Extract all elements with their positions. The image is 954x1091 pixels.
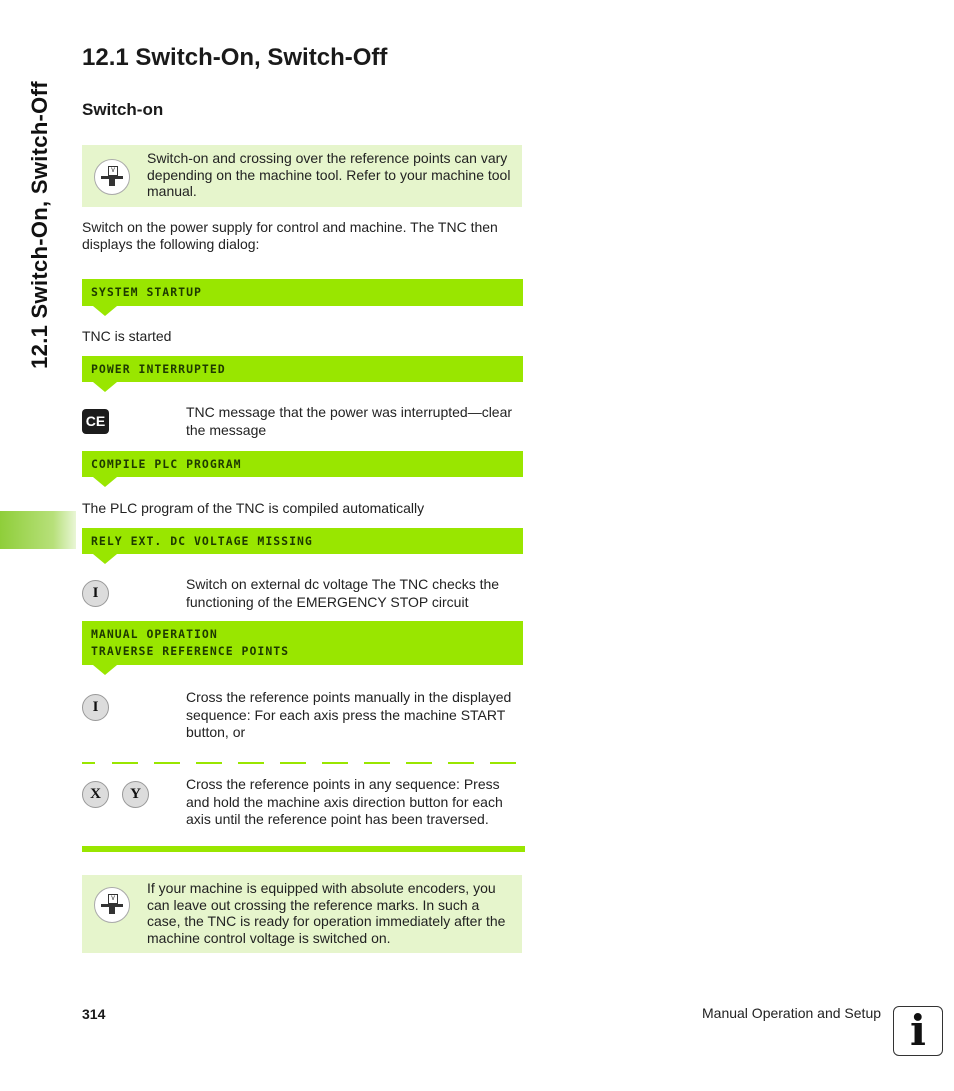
- info-icon: [893, 1006, 943, 1056]
- any-sequence-step-text: Cross the reference points in any sequence: Press and hold the machine axis direction button for each axis until the reference point has been traversed.: [186, 776, 503, 827]
- tnc-started-text: TNC is started: [82, 328, 172, 344]
- dialog-manual-operation: [82, 621, 523, 665]
- dash-separator: [406, 762, 432, 764]
- dialog-text: COMPILE PLC PROGRAM: [91, 457, 242, 471]
- dash-separator: [490, 762, 516, 764]
- dash-separator: [448, 762, 474, 764]
- plc-compiled-text: The PLC program of the TNC is compiled automatically: [82, 500, 425, 516]
- encoder-note-box: [82, 875, 522, 953]
- page-number: 314: [82, 1006, 106, 1022]
- ce-key[interactable]: CE: [82, 409, 109, 434]
- dialog-compile-plc: [82, 451, 523, 477]
- intro-text: Switch on the power supply for control and machine. The TNC then displays the following dialog:: [82, 219, 498, 252]
- machine-note-box: [82, 145, 522, 207]
- ext-dc-step-text: Switch on external dc voltage The TNC checks the functioning of the EMERGENCY STOP circuit: [186, 576, 500, 610]
- dialog-rely-ext-dc: [82, 528, 523, 554]
- side-chapter-title: 12.1 Switch-On, Switch-Off: [27, 81, 52, 369]
- dash-separator: [196, 762, 222, 764]
- footer-section-title: Manual Operation and Setup: [702, 1005, 882, 1021]
- dialog-text: RELY EXT. DC VOLTAGE MISSING: [91, 534, 313, 548]
- dialog-text-line2: TRAVERSE REFERENCE POINTS: [91, 644, 290, 658]
- dialog-text: POWER INTERRUPTED: [91, 362, 226, 376]
- dialog-text: SYSTEM STARTUP: [91, 285, 202, 299]
- dash-separator: [112, 762, 138, 764]
- machine-note-text: Switch-on and crossing over the reference points can vary depending on the machine tool. Refer to your machine tool manual.: [147, 150, 511, 199]
- dash-separator: [82, 762, 95, 764]
- dash-separator: [364, 762, 390, 764]
- section-end-rule: [82, 846, 525, 852]
- start-key-i[interactable]: I: [82, 694, 109, 721]
- axis-key-y[interactable]: Y: [122, 781, 149, 808]
- dash-separator: [280, 762, 306, 764]
- page-title: 12.1 Switch-On, Switch-Off: [82, 44, 388, 71]
- dialog-text-line1: MANUAL OPERATION: [91, 627, 218, 641]
- dialog-arrow: [93, 382, 117, 392]
- dialog-arrow: [93, 665, 117, 675]
- start-key-i[interactable]: I: [82, 580, 109, 607]
- dash-separator: [238, 762, 264, 764]
- dialog-arrow: [93, 306, 117, 316]
- axis-key-x[interactable]: X: [82, 781, 109, 808]
- dialog-system-startup: [82, 279, 523, 306]
- section-heading: Switch-on: [82, 100, 164, 119]
- machine-tool-icon: V: [94, 887, 130, 923]
- dash-separator: [154, 762, 180, 764]
- manual-step-text: Cross the reference points manually in the displayed sequence: For each axis press the machine START button, or: [186, 689, 512, 740]
- encoder-note-text: If your machine is equipped with absolute encoders, you can leave out crossing the reference marks. In such a case, the TNC is ready for operation immediately after the machine control voltage is switched on.: [147, 880, 506, 946]
- chapter-tab: [0, 511, 76, 549]
- info-icon-glyph: i: [910, 1006, 926, 1055]
- dash-separator: [322, 762, 348, 764]
- dialog-arrow: [93, 554, 117, 564]
- dialog-power-interrupted: [82, 356, 523, 382]
- machine-tool-icon: V: [94, 159, 130, 195]
- dialog-arrow: [93, 477, 117, 487]
- ce-step-text: TNC message that the power was interrupted—clear the message: [186, 404, 513, 438]
